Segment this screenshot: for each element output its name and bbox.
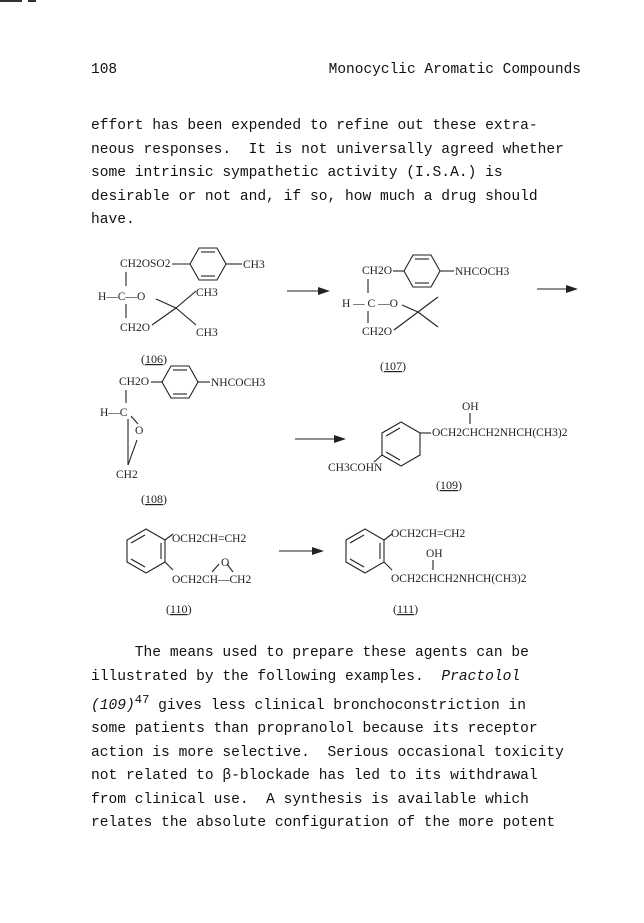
compound-111 [346, 528, 527, 616]
compound-number-109: (109) [436, 478, 462, 492]
compound-109 [328, 401, 568, 492]
benzene-ring [127, 529, 165, 573]
benzene-ring [162, 366, 198, 398]
paragraph-2-line: $(109)^{47}$ gives less clinical bronchoconstriction in [91, 693, 526, 714]
c106-methyl-bottom: CH3 [196, 327, 218, 339]
paragraph-2-line: The means used to prepare these agents can be [91, 645, 529, 661]
compound-number-108: (108) [141, 492, 167, 506]
benzene-ring [190, 248, 226, 280]
benzene-ring [346, 529, 384, 573]
c110-glycidyl-ether: OCH2CH—CH2 [172, 574, 252, 586]
reaction-arrow [537, 285, 578, 293]
paragraph-1-line: some intrinsic sympathetic activity (I.S.A.) is [91, 165, 503, 181]
c108-ring-substituent: NHCOCH3 [211, 377, 266, 389]
paragraph-1-line: desirable or not and, if so, how much a drug should [91, 188, 538, 205]
drug-name: Practolol [441, 668, 521, 685]
c107-top-group: CH2O [362, 265, 393, 277]
paragraph-2-line: some patients than propranolol because its receptor [91, 721, 538, 738]
paragraph-2 [91, 642, 591, 836]
c108-bottom-group: CH2 [116, 469, 138, 481]
paragraph-2-line: action is more selective. Serious occasional toxicity [91, 744, 564, 761]
c106-ring-substituent: CH3 [243, 259, 265, 271]
c111-hydroxyl: OH [426, 548, 443, 560]
c111-side-chain: OCH2CHCH2NHCH(CH3)2 [391, 573, 527, 585]
page-number: 108 [91, 62, 118, 78]
reaction-arrow [279, 547, 324, 555]
paragraph-2-line: illustrated by the following examples. Practolol [91, 668, 521, 685]
paragraph-1-line: effort has been expended to refine out these extra- [91, 118, 538, 134]
benzene-ring [382, 422, 420, 466]
c109-para-substituent: CH3COHN [328, 462, 383, 474]
c106-bottom-group: CH2O [120, 322, 151, 334]
c106-methyl-top: CH3 [196, 287, 218, 299]
c108-hc-group: H—C [100, 407, 128, 419]
paragraph-1-line: neous responses. It is not universally agreed whether [91, 141, 564, 158]
citation-superscript: 47 [134, 693, 150, 707]
compound-number-107: (107) [380, 359, 406, 373]
reaction-arrow [295, 435, 346, 443]
paragraph-2-line: relates the absolute configuration of the more potent [91, 815, 556, 832]
paragraph-2-line: not related to β-blockade has led to its withdrawal [91, 768, 538, 785]
c107-ring-substituent: NHCOCH3 [455, 266, 510, 278]
c109-hydroxyl: OH [462, 401, 479, 413]
compound-number-111: (111) [393, 602, 419, 616]
c108-top-group: CH2O [119, 376, 150, 388]
running-head: Monocyclic Aromatic Compounds [328, 62, 581, 78]
benzene-ring [404, 255, 440, 287]
compound-reference: (109) [91, 697, 135, 714]
c106-hc-group: H—C—O [98, 291, 146, 303]
compound-106 [98, 248, 265, 366]
c111-allyl-ether: OCH2CH=CH2 [391, 528, 466, 540]
compound-110 [127, 529, 251, 616]
compound-number-106: (106) [141, 352, 167, 366]
reaction-arrow [287, 287, 330, 295]
c107-bottom-group: CH2O [362, 326, 393, 338]
compound-107 [342, 255, 510, 373]
c106-top-group: CH2OSO2 [120, 258, 171, 270]
paragraph-1-line: have. [91, 212, 135, 228]
c110-epoxide-oxygen: O [221, 557, 230, 569]
compound-108 [100, 366, 266, 506]
c107-hc-group: H — C —O [342, 298, 398, 310]
c108-epoxide-oxygen: O [135, 425, 144, 437]
paragraph-2-line: from clinical use. A synthesis is available which [91, 791, 529, 808]
c110-allyl-ether: OCH2CH=CH2 [172, 533, 247, 545]
c109-side-chain: OCH2CHCH2NHCH(CH3)2 [432, 427, 568, 439]
compound-number-110: (110) [166, 602, 192, 616]
